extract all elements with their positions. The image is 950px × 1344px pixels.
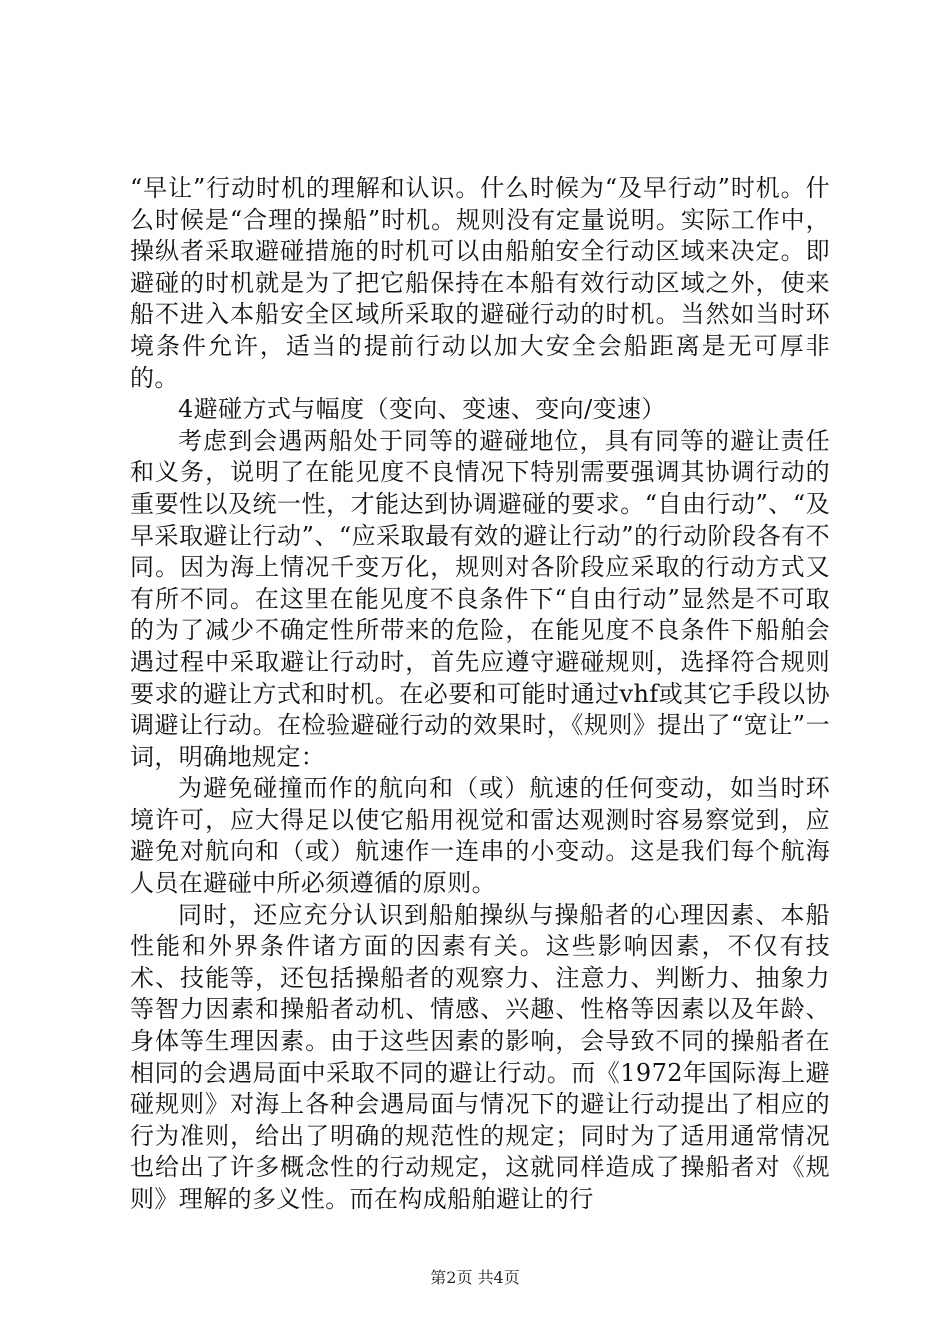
body-text [130, 173, 830, 1216]
paragraph-coordination: 考虑到会遇两船处于同等的避碰地位，具有同等的避让责任和义务，说明了在能见度不良情况下特别需要强调其协调行动的重要性以及统一性，才能达到协调避碰的要求。“自由行动”、“及早采取避让行动”、“应采取最有效的避让行动”的行动阶段各有不同。因为海上情况千变万化，规则对各阶段应采取的行动方式又有所不同。在这里在能见度不良条件下“自由行动”显然是不可取的为了减少不确定性所带来的危险，在能见度不良条件下船舶会遇过程中采取避让行动时，首先应遵守避碰规则，选择符合规则要求的避让方式和时机。在必要和可能时通过vhf或其它手段以协调避让行动。在检验避碰行动的效果时，《规则》提出了“宽让”一词，明确地规定： [130, 426, 830, 771]
paragraph-rule-quote: 为避免碰撞而作的航向和（或）航速的任何变动，如当时环境许可，应大得足以使它船用视觉和雷达观测时容易察觉到，应避免对航向和（或）航速作一连串的小变动。这是我们每个航海人员在避碰中所必须遵循的原则。 [130, 774, 830, 898]
page-footer: 第2页 共4页 [430, 1268, 520, 1287]
paragraph-human-factors: 同时，还应充分认识到船舶操纵与操船者的心理因素、本船性能和外界条件诸方面的因素有关。这些影响因素，不仅有技术、技能等，还包括操船者的观察力、注意力、判断力、抽象力等智力因素和操船者动机、情感、兴趣、性格等因素以及年龄、身体等生理因素。由于这些因素的影响，会导致不同的操船者在相同的会遇局面中采取不同的避让行动。而《1972年国际海上避碰规则》对海上各种会遇局面与情况下的避让行动提出了相应的行为准则，给出了明确的规范性的规定；同时为了适用通常情况也给出了许多概念性的行动规定，这就同样造成了操船者对《规则》理解的多义性。而在构成船舶避让的行 [130, 900, 830, 1213]
section-heading: 4避碰方式与幅度（变向、变速、变向/变速） [178, 395, 666, 424]
paragraph-timing: “早让”行动时机的理解和认识。什么时候为“及早行动”时机。什么时候是“合理的操船”时机。规则没有定量说明。实际工作中，操纵者采取避碰措施的时机可以由船舶安全行动区域来决定。即避碰的时机就是为了把它船保持在本船有效行动区域之外，使来船不进入本船安全区域所采取的避碰行动的时机。当然如当时环境条件允许，适当的提前行动以加大安全会船距离是无可厚非的。 [130, 174, 830, 392]
